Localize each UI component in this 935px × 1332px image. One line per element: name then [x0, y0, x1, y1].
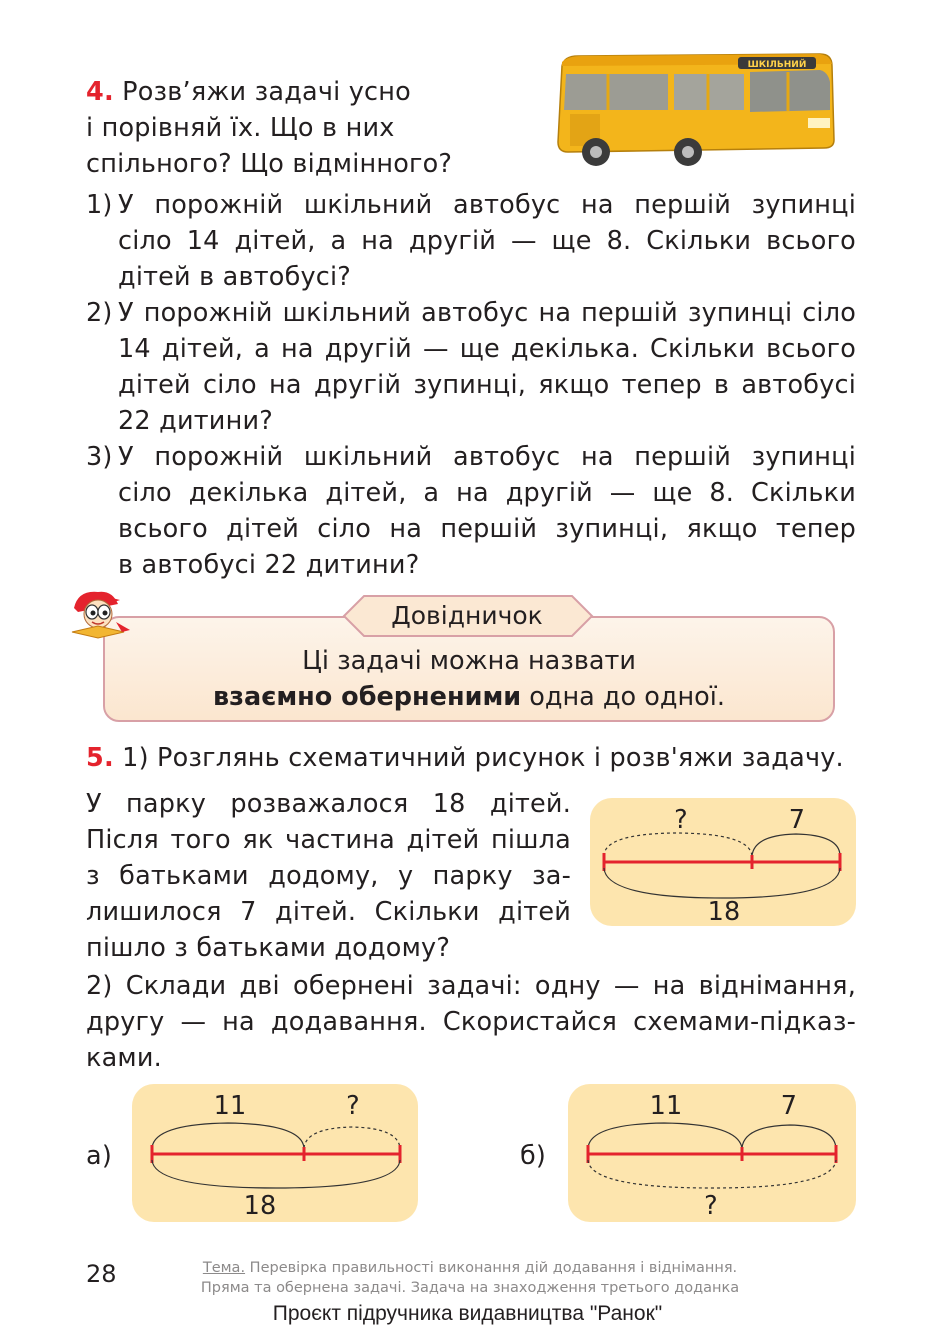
school-bus-illustration	[548, 48, 838, 168]
task4-number: 4.	[86, 77, 114, 107]
footer-project: Проєкт підручника видавництва "Ранок"	[272, 1302, 663, 1325]
footer-topic-line2: Пряма та обернена задачі. Задача на знаходження третього доданка	[200, 1280, 740, 1296]
task5-part2	[86, 968, 856, 1076]
footer-topic	[120, 1258, 820, 1298]
scheme-a-label: а)	[86, 1141, 112, 1171]
problem-3-line: в автобусі 22 дитини?	[118, 550, 420, 580]
problem-1-line: дітей в автобусі?	[118, 262, 352, 292]
task4-intro-line3: спільного? Що відмінного?	[86, 149, 453, 179]
task5-problem-line: Після того як частина дітей пішла	[86, 825, 571, 855]
task5-problem-line: У парку розважалося 18 дітей.	[86, 789, 571, 819]
scheme-b-left-label: 11	[649, 1091, 683, 1121]
problem-3-line: сіло декілька дітей, а на другій — ще 8. Скільки	[118, 478, 856, 508]
problem-2-number: 2)	[86, 298, 113, 328]
scheme-main-left-label: ?	[674, 805, 688, 835]
reference-rest: одна до одної.	[521, 682, 725, 712]
page-number: 28	[86, 1260, 117, 1288]
task5-number: 5.	[86, 743, 114, 773]
task5-part2-line: ками.	[86, 1043, 162, 1073]
task4-intro-line1	[86, 74, 411, 110]
problem-1-line: У порожній шкільний автобус на першій зупинці	[118, 190, 856, 220]
reference-bold: взаємно оберненими	[213, 682, 522, 712]
problem-1-number: 1)	[86, 190, 113, 220]
scheme-main-right-label: 7	[788, 805, 806, 835]
task4-intro-line2: і порівняй їх. Що в них	[86, 113, 395, 143]
task5-problem	[86, 786, 571, 966]
task5-problem-line: лишилося 7 дітей. Скільки дітей	[86, 897, 571, 927]
scheme-b-right-label: 7	[780, 1091, 798, 1121]
scheme-b-total-label: ?	[704, 1191, 718, 1221]
bus-sign: ШКІЛЬНИЙ	[747, 60, 807, 70]
reference-title: Довідничок	[391, 601, 543, 630]
mascot-icon	[68, 586, 144, 642]
problem-2-line: 14 дітей, а на другій — ще декілька. Скільки всього	[118, 334, 856, 364]
problem-2-line: дітей сіло на другій зупинці, якщо тепер в автобусі	[118, 370, 856, 400]
task5-part1: 1) Розглянь схематичний рисунок і розв'яжи задачу.	[113, 743, 844, 773]
task5-problem-line: з батьками додому, у парку за-	[86, 861, 571, 891]
reference-line1: Ці задачі можна назвати	[302, 646, 636, 676]
scheme-a-right-label: ?	[346, 1091, 360, 1121]
problem-1-line: сіло 14 дітей, а на другій — ще 8. Скільки всього	[118, 226, 856, 256]
task4-intro-text-1: Розв’яжи задачі усно	[122, 77, 411, 107]
problem-3-line: У порожній шкільний автобус на першій зупинці	[118, 442, 856, 472]
task5-header	[86, 740, 844, 776]
problem-2-line: У порожній шкільний автобус на першій зупинці сіло	[118, 298, 856, 328]
problem-3-number: 3)	[86, 442, 113, 472]
task5-problem-line: пішло з батьками додому?	[86, 933, 451, 963]
footer-topic-label: Тема.	[202, 1260, 246, 1276]
footer-topic-line1: Перевірка правильності виконання дій додавання і віднімання.	[245, 1260, 738, 1276]
task5-part2-line: 2) Склади дві обернені задачі: одну — на віднімання,	[86, 971, 856, 1001]
task5-part2-line: другу — на додавання. Скористайся схемами-підказ-	[86, 1007, 856, 1037]
reference-text	[103, 643, 835, 715]
scheme-main-total-label: 18	[707, 897, 741, 927]
problem-2-line: 22 дитини?	[118, 406, 273, 436]
scheme-b-label: б)	[520, 1141, 547, 1171]
scheme-a-left-label: 11	[213, 1091, 247, 1121]
scheme-a-total-label: 18	[243, 1191, 277, 1221]
problem-3-line: всього дітей сіло на першій зупинці, якщо тепер	[118, 514, 856, 544]
